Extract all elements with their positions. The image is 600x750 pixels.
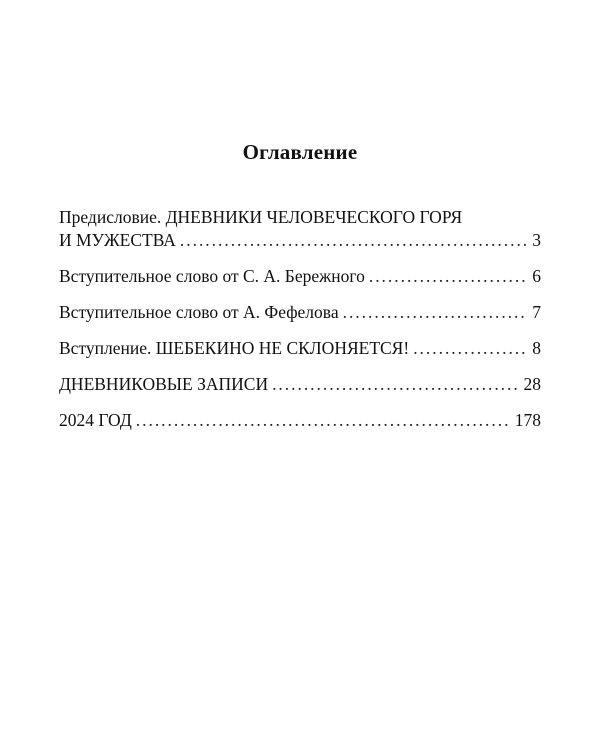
toc-page-number: 6 (532, 266, 541, 286)
toc-entry-preface (59, 206, 541, 252)
toc-entry-line (59, 409, 541, 432)
toc-entry-introduction (59, 337, 541, 360)
toc-page-number: 178 (514, 410, 541, 430)
dot-leader (343, 301, 529, 324)
table-of-contents (59, 206, 541, 445)
toc-entry-title-line2: И МУЖЕСТВА (59, 230, 176, 250)
dot-leader (272, 373, 519, 396)
dot-leader (180, 229, 528, 252)
toc-page-number: 3 (532, 230, 541, 250)
toc-entry-berezhnoy (59, 265, 541, 288)
toc-heading: Оглавление (242, 140, 358, 164)
toc-entry-title-line1: Предисловие. ДНЕВНИКИ ЧЕЛОВЕЧЕСКОГО ГОРЯ (59, 207, 463, 227)
dot-leader (413, 337, 528, 360)
toc-page-number: 7 (532, 302, 541, 322)
toc-entry-line (59, 265, 541, 288)
dot-leader (369, 265, 528, 288)
toc-page-number: 28 (523, 374, 541, 394)
dot-leader (136, 409, 511, 432)
toc-entry-title: Вступление. ШЕБЕКИНО НЕ СКЛОНЯЕТСЯ! (59, 338, 410, 358)
toc-page-number: 8 (532, 338, 541, 358)
toc-entry-line (59, 301, 541, 324)
toc-entry-title: Вступительное слово от С. А. Бережного (59, 266, 365, 286)
toc-entry-title: Вступительное слово от А. Фефелова (59, 302, 339, 322)
toc-entry-line (59, 337, 541, 360)
toc-entry-diary-records (59, 373, 541, 396)
toc-entry-title: 2024 ГОД (59, 410, 132, 430)
toc-entry-year-2024 (59, 409, 541, 432)
toc-entry-line (59, 373, 541, 396)
toc-entry-fefelov (59, 301, 541, 324)
toc-entry-line (59, 229, 541, 252)
toc-entry-title: ДНЕВНИКОВЫЕ ЗАПИСИ (59, 374, 269, 394)
